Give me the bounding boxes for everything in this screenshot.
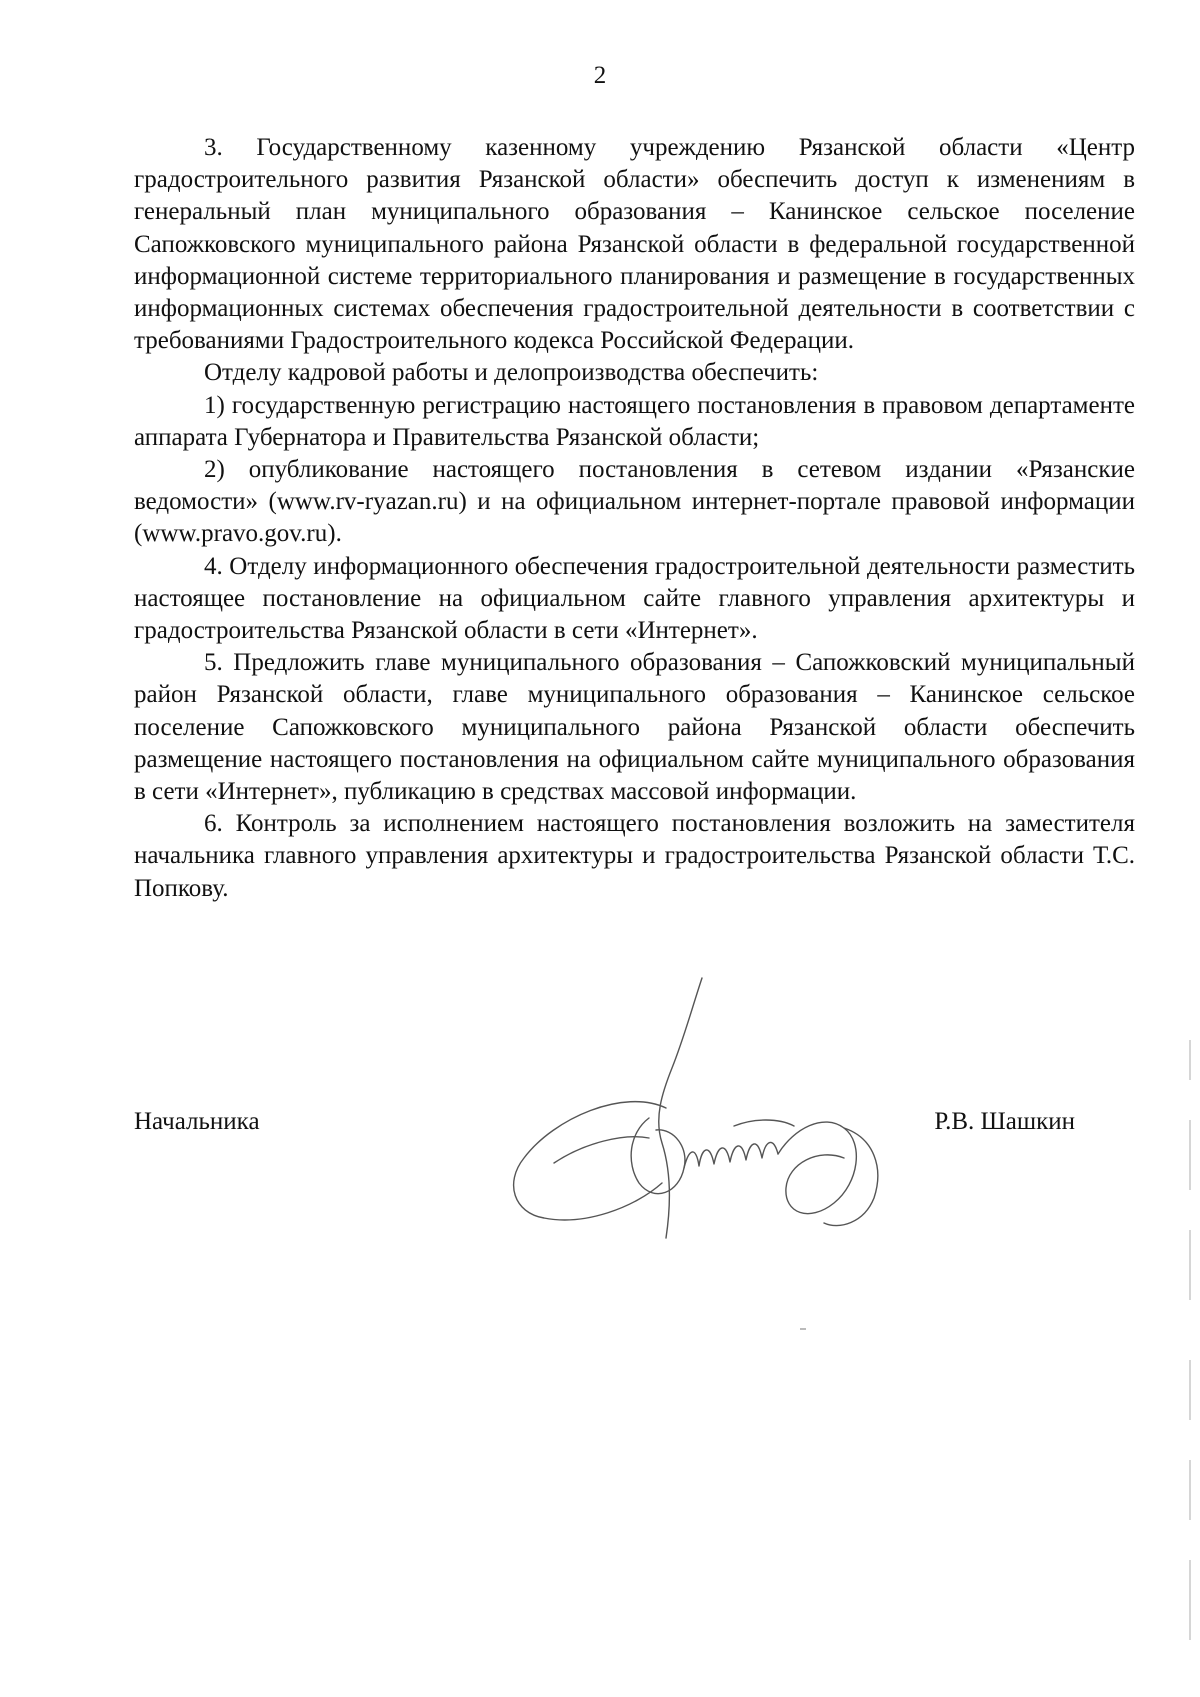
handwritten-signature xyxy=(434,968,914,1268)
signatory-name: Р.В. Шашкин xyxy=(934,1108,1075,1135)
paragraph-records-department: Отделу кадровой работы и делопроизводства обеспечить: xyxy=(204,359,819,387)
paragraph-6: 6. Контроль за исполнением настоящего постановления возложить на заместителя начальника главного управления архитектуры и градостроительства Рязанской области Т.С. Попкову. xyxy=(134,810,1135,902)
signatory-title: Начальника xyxy=(134,1108,260,1135)
paragraph-3: 3. Государственному казенному учреждению Рязанской области «Центр градостроительного развития Рязанской области» обеспечить доступ к изменениям в генеральный план муниципального образования – Канинское сельское поселение Сапожковского муниципального района Рязанской области в федеральной государственной информационной системе территориального планирования и размещение в государственных информационных системах обеспечения градостроительной деятельности в соответствии с требованиями Градостроительного кодекса Российской Федерации. xyxy=(134,134,1135,355)
paragraph-registration: 1) государственную регистрацию настоящего постановления в правовом департаменте аппарата Губернатора и Правительства Рязанской области; xyxy=(134,391,1135,451)
scan-speck xyxy=(800,1328,806,1330)
scan-edge-marks xyxy=(1188,1040,1192,1640)
paragraph-publication: 2) опубликование настоящего постановления в сетевом издании «Рязанские ведомости» (www.rv-ryazan.ru) и на официальном интернет-портале правовой информации (www.pravo.gov.ru). xyxy=(134,456,1135,548)
paragraph-5: 5. Предложить главе муниципального образования – Сапожковский муниципальный район Рязанской области, главе муниципального образования – Канинское сельское поселение Сапожковского муниципального района Рязанской области обеспечить размещение настоящего постановления на официальном сайте муниципального образования в сети «Интернет», публикацию в средствах массовой информации. xyxy=(134,649,1135,806)
paragraph-4: 4. Отделу информационного обеспечения градостроительной деятельности разместить настоящее постановление на официальном сайте главного управления архитектуры и градостроительства Рязанской области в сети «Интернет». xyxy=(134,552,1135,645)
signature-block xyxy=(134,1108,1135,1268)
document-body xyxy=(134,132,1135,905)
page-number: 2 xyxy=(593,62,607,89)
